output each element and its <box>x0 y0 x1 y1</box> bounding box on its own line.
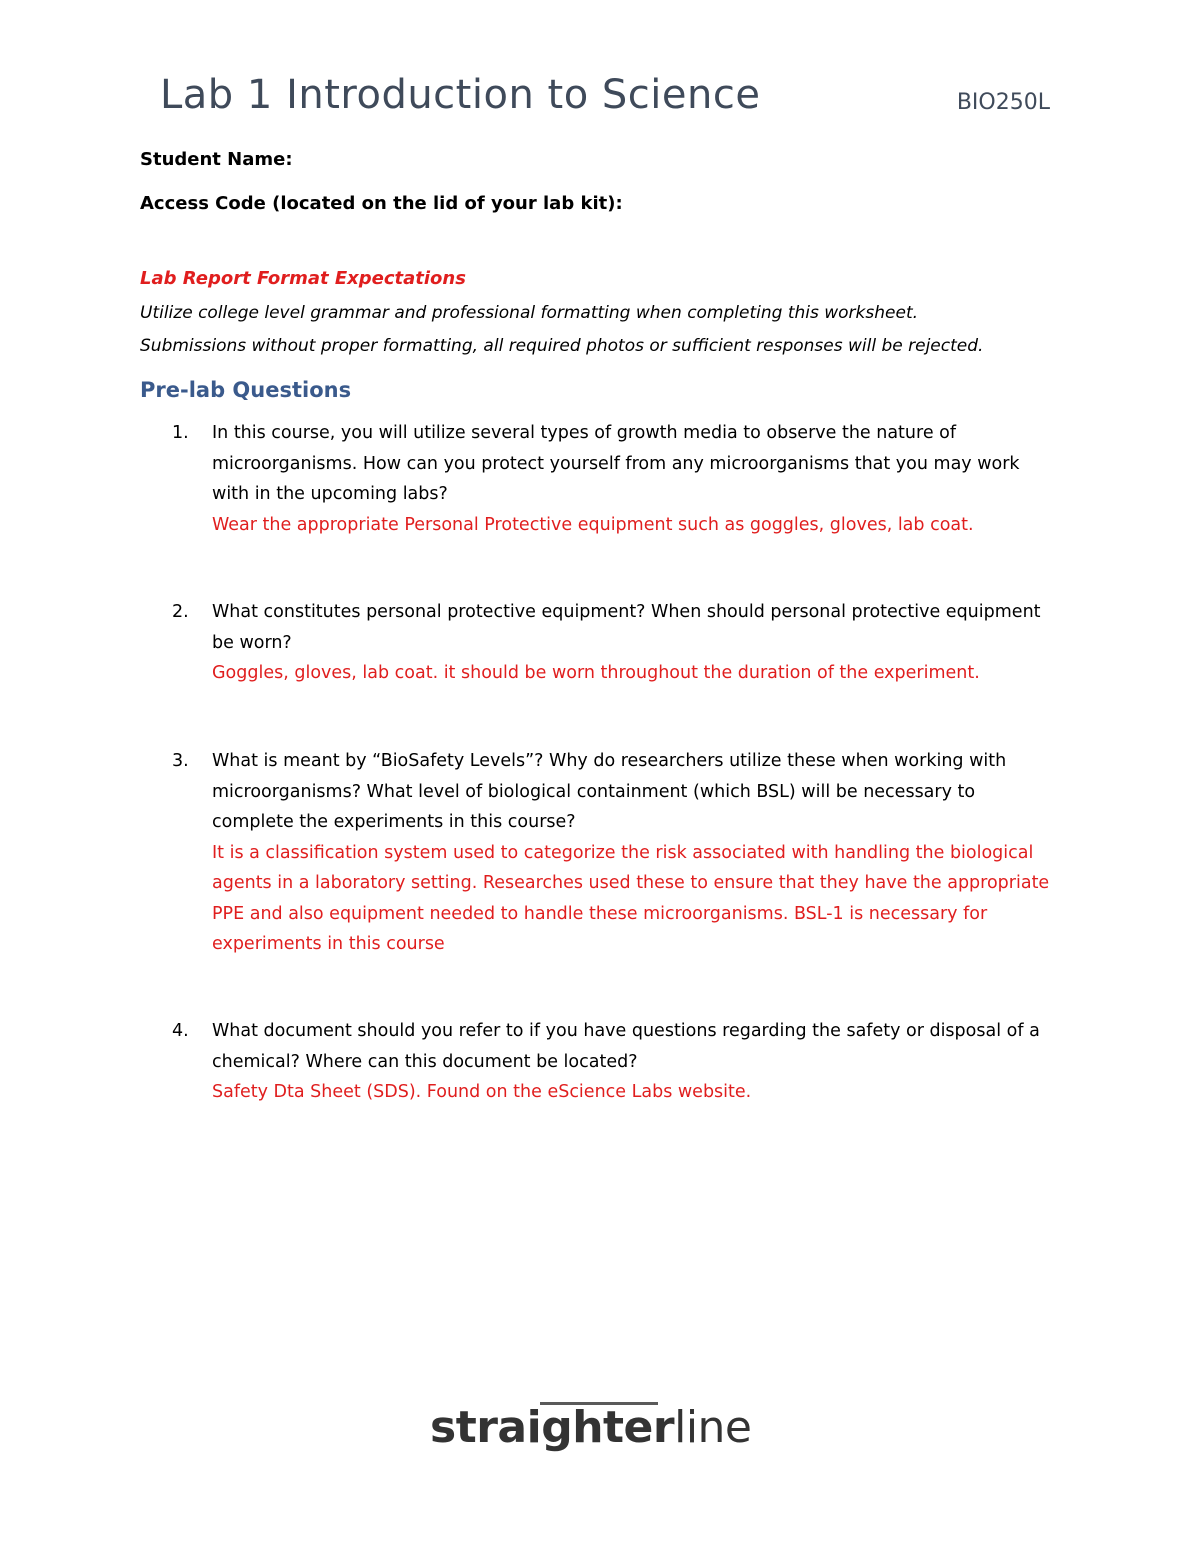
course-code: BIO250L <box>956 90 1050 115</box>
question-text: What document should you refer to if you have questions regarding the safety or disposal of a chemical? Where can this document be located? <box>212 1021 1040 1072</box>
question-item <box>172 1016 1052 1108</box>
logo-word-light: line <box>674 1402 752 1453</box>
question-answer: Wear the appropriate Personal Protective equipment such as goggles, gloves, lab coat. <box>212 514 974 535</box>
question-answer: Goggles, gloves, lab coat. it should be worn throughout the duration of the experiment. <box>212 663 980 683</box>
format-expectations-line-1: Utilize college level grammar and professional formatting when completing this worksheet. <box>140 303 919 323</box>
question-text: What constitutes personal protective equipment? When should personal protective equipment be worn? <box>212 602 1041 653</box>
question-number: 1. <box>172 423 189 443</box>
question-item <box>172 418 1052 540</box>
access-code-label: Access Code (located on the lid of your lab kit): <box>140 193 623 214</box>
question-number: 4. <box>172 1021 189 1041</box>
question-number: 2. <box>172 602 189 622</box>
logo-wordmark <box>430 1402 752 1453</box>
question-text: What is meant by “BioSafety Levels”? Why do researchers utilize these when working with microorganisms? What level of biological containment (which BSL) will be necessary to complete the experiments in this course? <box>212 751 1007 832</box>
question-item <box>172 597 1052 689</box>
straighterline-logo <box>430 1398 760 1458</box>
page-title: Lab 1 Introduction to Science <box>160 72 761 118</box>
question-item <box>172 746 1052 960</box>
question-answer: Safety Dta Sheet (SDS). Found on the eScience Labs website. <box>212 1082 752 1102</box>
question-number: 3. <box>172 751 189 771</box>
question-text: In this course, you will utilize several types of growth media to observe the nature of microorganisms. How can you protect yourself from any microorganisms that you may work with in the upcoming labs? <box>212 423 1020 504</box>
question-answer: It is a classification system used to categorize the risk associated with handling the biological agents in a laboratory setting. Researches used these to ensure that they have the appropriate PPE and also equipment needed to handle these microorganisms. BSL-1 is necessary for experiments in this course <box>212 842 1050 954</box>
student-name-label: Student Name: <box>140 149 293 170</box>
format-expectations-heading: Lab Report Format Expectations <box>140 268 466 289</box>
prelab-heading: Pre-lab Questions <box>140 378 352 402</box>
format-expectations-line-2: Submissions without proper formatting, all required photos or sufficient responses will be rejected. <box>140 336 984 356</box>
logo-word-bold: straighter <box>430 1402 675 1453</box>
